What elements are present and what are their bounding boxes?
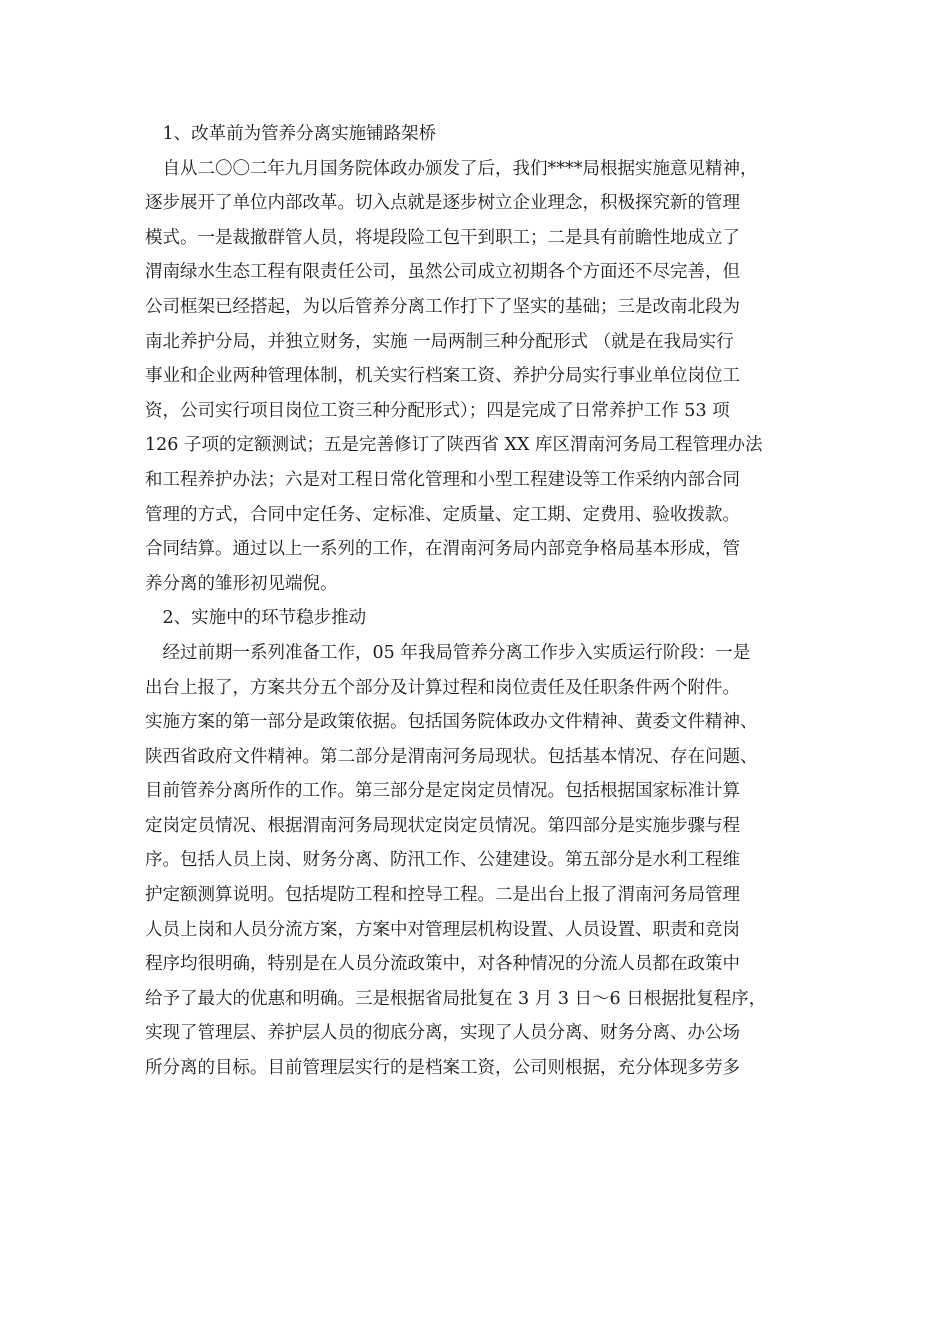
paragraph-line: 南北养护分局，并独立财务，实施 一局两制三种分配形式 （就是在我局实行 xyxy=(145,331,734,352)
paragraph-line: 实现了管理层、养护层人员的彻底分离，实现了人员分离、财务分离、办公场 xyxy=(145,1023,740,1044)
paragraph-line: 给予了最大的优惠和明确。三是根据省局批复在 3 月 3 日～6 日根据批复程序， xyxy=(145,988,767,1009)
paragraph-line: 公司框架已经搭起，为以后管养分离工作打下了坚实的基础；三是改南北段为 xyxy=(145,296,740,317)
paragraph-line: 陕西省政府文件精神。第二部分是渭南河务局现状。包括基本情况、存在问题、 xyxy=(145,746,758,767)
paragraph-line: 逐步展开了单位内部改革。切入点就是逐步树立企业理念，积极探究新的管理 xyxy=(145,193,740,214)
paragraph-line: 护定额测算说明。包括堤防工程和控导工程。二是出台上报了渭南河务局管理 xyxy=(145,885,740,906)
document-body xyxy=(145,117,810,1086)
paragraph-line: 渭南绿水生态工程有限责任公司，虽然公司成立初期各个方面还不尽完善，但 xyxy=(145,262,740,283)
section-heading-1: 1、改革前为管养分离实施铺路架桥 xyxy=(145,124,437,144)
paragraph-line: 事业和企业两种管理体制，机关实行档案工资、养护分局实行事业单位岗位工 xyxy=(145,366,740,387)
paragraph-line: 模式。一是裁撤群管人员，将堤段险工包干到职工；二是具有前瞻性地成立了 xyxy=(145,227,740,248)
paragraph-line: 实施方案的第一部分是政策依据。包括国务院体政办文件精神、黄委文件精神、 xyxy=(145,712,758,733)
paragraph-line: 程序均很明确，特别是在人员分流政策中，对各种情况的分流人员都在政策中 xyxy=(145,954,740,975)
paragraph-line: 资，公司实行项目岗位工资三种分配形式）；四是完成了日常养护工作 53 项 xyxy=(145,400,730,421)
paragraph-line: 管理的方式，合同中定任务、定标准、定质量、定工期、定费用、验收拨款。 xyxy=(145,504,740,525)
paragraph-line: 出台上报了，方案共分五个部分及计算过程和岗位责任及任职条件两个附件。 xyxy=(145,677,740,698)
paragraph-line: 人员上岗和人员分流方案，方案中对管理层机构设置、人员设置、职责和竞岗 xyxy=(145,919,740,940)
paragraph-line: 自从二〇〇二年九月国务院体政办颁发了后，我们****局根据实施意见精神， xyxy=(145,158,758,179)
paragraph-line: 养分离的雏形初见端倪。 xyxy=(145,573,338,594)
paragraph-line: 126 子项的定额测试；五是完善修订了陕西省 XX 库区渭南河务局工程管理办法 xyxy=(145,435,763,456)
paragraph-line: 序。包括人员上岗、财务分离、防汛工作、公建建设。第五部分是水利工程维 xyxy=(145,850,740,871)
paragraph-line: 经过前期一系列准备工作，05 年我局管养分离工作步入实质运行阶段：一是 xyxy=(145,642,751,663)
section-heading-2: 2、实施中的环节稳步推动 xyxy=(145,608,367,629)
paragraph-line: 定岗定员情况、根据渭南河务局现状定岗定员情况。第四部分是实施步骤与程 xyxy=(145,815,740,836)
paragraph-line: 所分离的目标。目前管理层实行的是档案工资，公司则根据，充分体现多劳多 xyxy=(145,1058,740,1079)
paragraph-line: 和工程养护办法；六是对工程日常化管理和小型工程建设等工作采纳内部合同 xyxy=(145,469,740,490)
paragraph-line: 目前管养分离所作的工作。第三部分是定岗定员情况。包括根据国家标准计算 xyxy=(145,781,740,802)
paragraph-line: 合同结算。通过以上一系列的工作，在渭南河务局内部竞争格局基本形成，管 xyxy=(145,539,740,560)
